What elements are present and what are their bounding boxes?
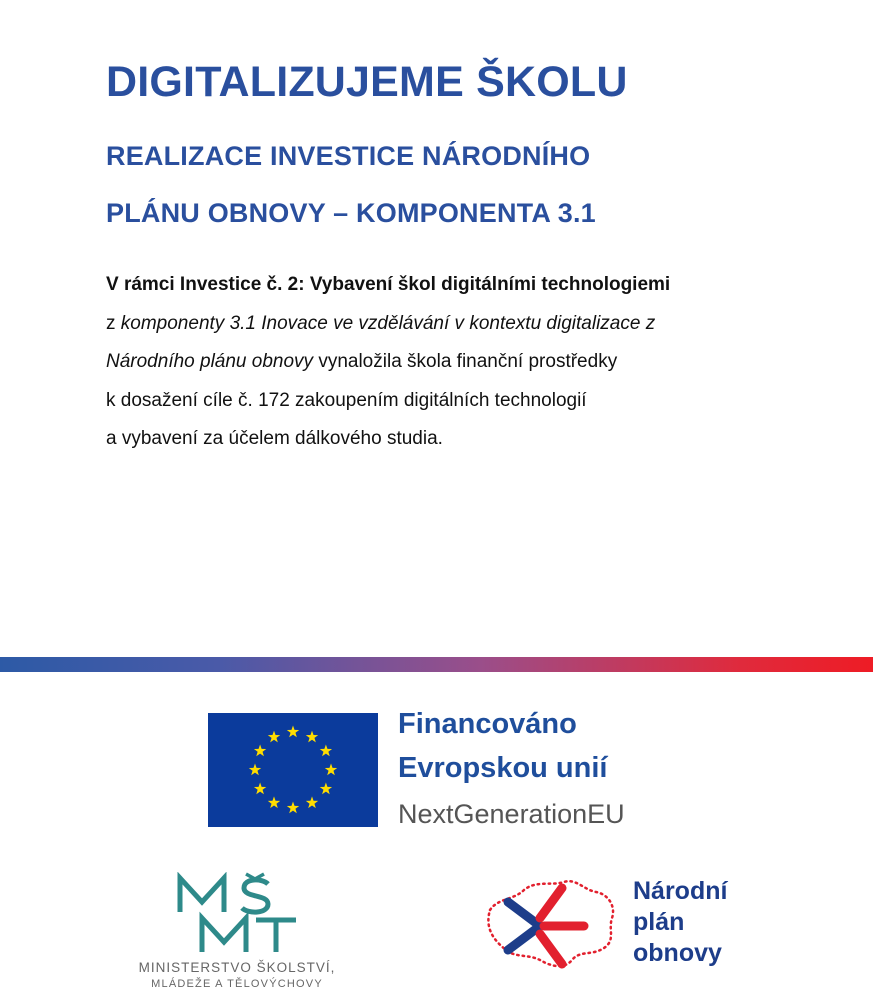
eu-star-icon <box>306 731 318 743</box>
page-title: DIGITALIZUJEME ŠKOLU <box>106 58 628 106</box>
eu-star-icon <box>325 764 337 776</box>
eu-star-icon <box>320 745 332 757</box>
msmt-name-line-2: MLÁDEŽE A TĚLOVÝCHOVY <box>151 978 323 990</box>
eu-star-icon <box>254 783 266 795</box>
eu-stars-icon <box>208 713 378 827</box>
body-line-3 <box>106 343 806 382</box>
msmt-name-line-1: MINISTERSTVO ŠKOLSTVÍ, <box>138 960 336 975</box>
body-line-2-italic: komponenty 3.1 Inovace ve vzdělávání v kontextu digitalizace z <box>120 312 656 334</box>
msmt-logo-icon <box>172 872 302 956</box>
npo-wordmark <box>633 876 727 969</box>
eu-star-icon <box>268 796 280 808</box>
npo-logo-icon <box>480 870 620 980</box>
subtitle-line-1: REALIZACE INVESTICE NÁRODNÍHO <box>106 141 591 171</box>
eu-funding-line-2: Evropskou unií <box>398 752 608 784</box>
body-paragraph <box>106 266 806 459</box>
gradient-divider <box>0 657 873 672</box>
eu-star-icon <box>268 731 280 743</box>
eu-star-icon <box>249 764 261 776</box>
eu-star-icon <box>254 745 266 757</box>
npo-line-3: obnovy <box>633 939 722 967</box>
subtitle-line-2: PLÁNU OBNOVY – KOMPONENTA 3.1 <box>106 198 596 228</box>
body-line-5: a vybavení za účelem dálkového studia. <box>106 428 443 449</box>
body-line-4: k dosažení cíle č. 172 zakoupením digitálních technologií <box>106 389 587 411</box>
eu-star-icon <box>287 726 299 738</box>
eu-star-icon <box>320 783 332 795</box>
eu-star-icon <box>306 796 318 808</box>
body-line-3-italic: Národního plánu obnovy <box>106 351 314 372</box>
body-line-1: V rámci Investice č. 2: Vybavení škol digitálními technologiemi <box>106 274 671 295</box>
eu-flag-icon <box>208 713 378 827</box>
eu-funding-line-3: NextGenerationEU <box>398 799 625 829</box>
body-line-2-prefix: z <box>106 312 121 334</box>
npo-line-2: plán <box>633 908 685 936</box>
body-line-3-rest: vynaložila škola finanční prostředky <box>313 351 618 372</box>
npo-line-1: Národní <box>633 877 728 905</box>
body-line-2 <box>106 305 806 344</box>
eu-star-icon <box>287 802 299 814</box>
eu-funding-line-1: Financováno <box>398 708 577 740</box>
